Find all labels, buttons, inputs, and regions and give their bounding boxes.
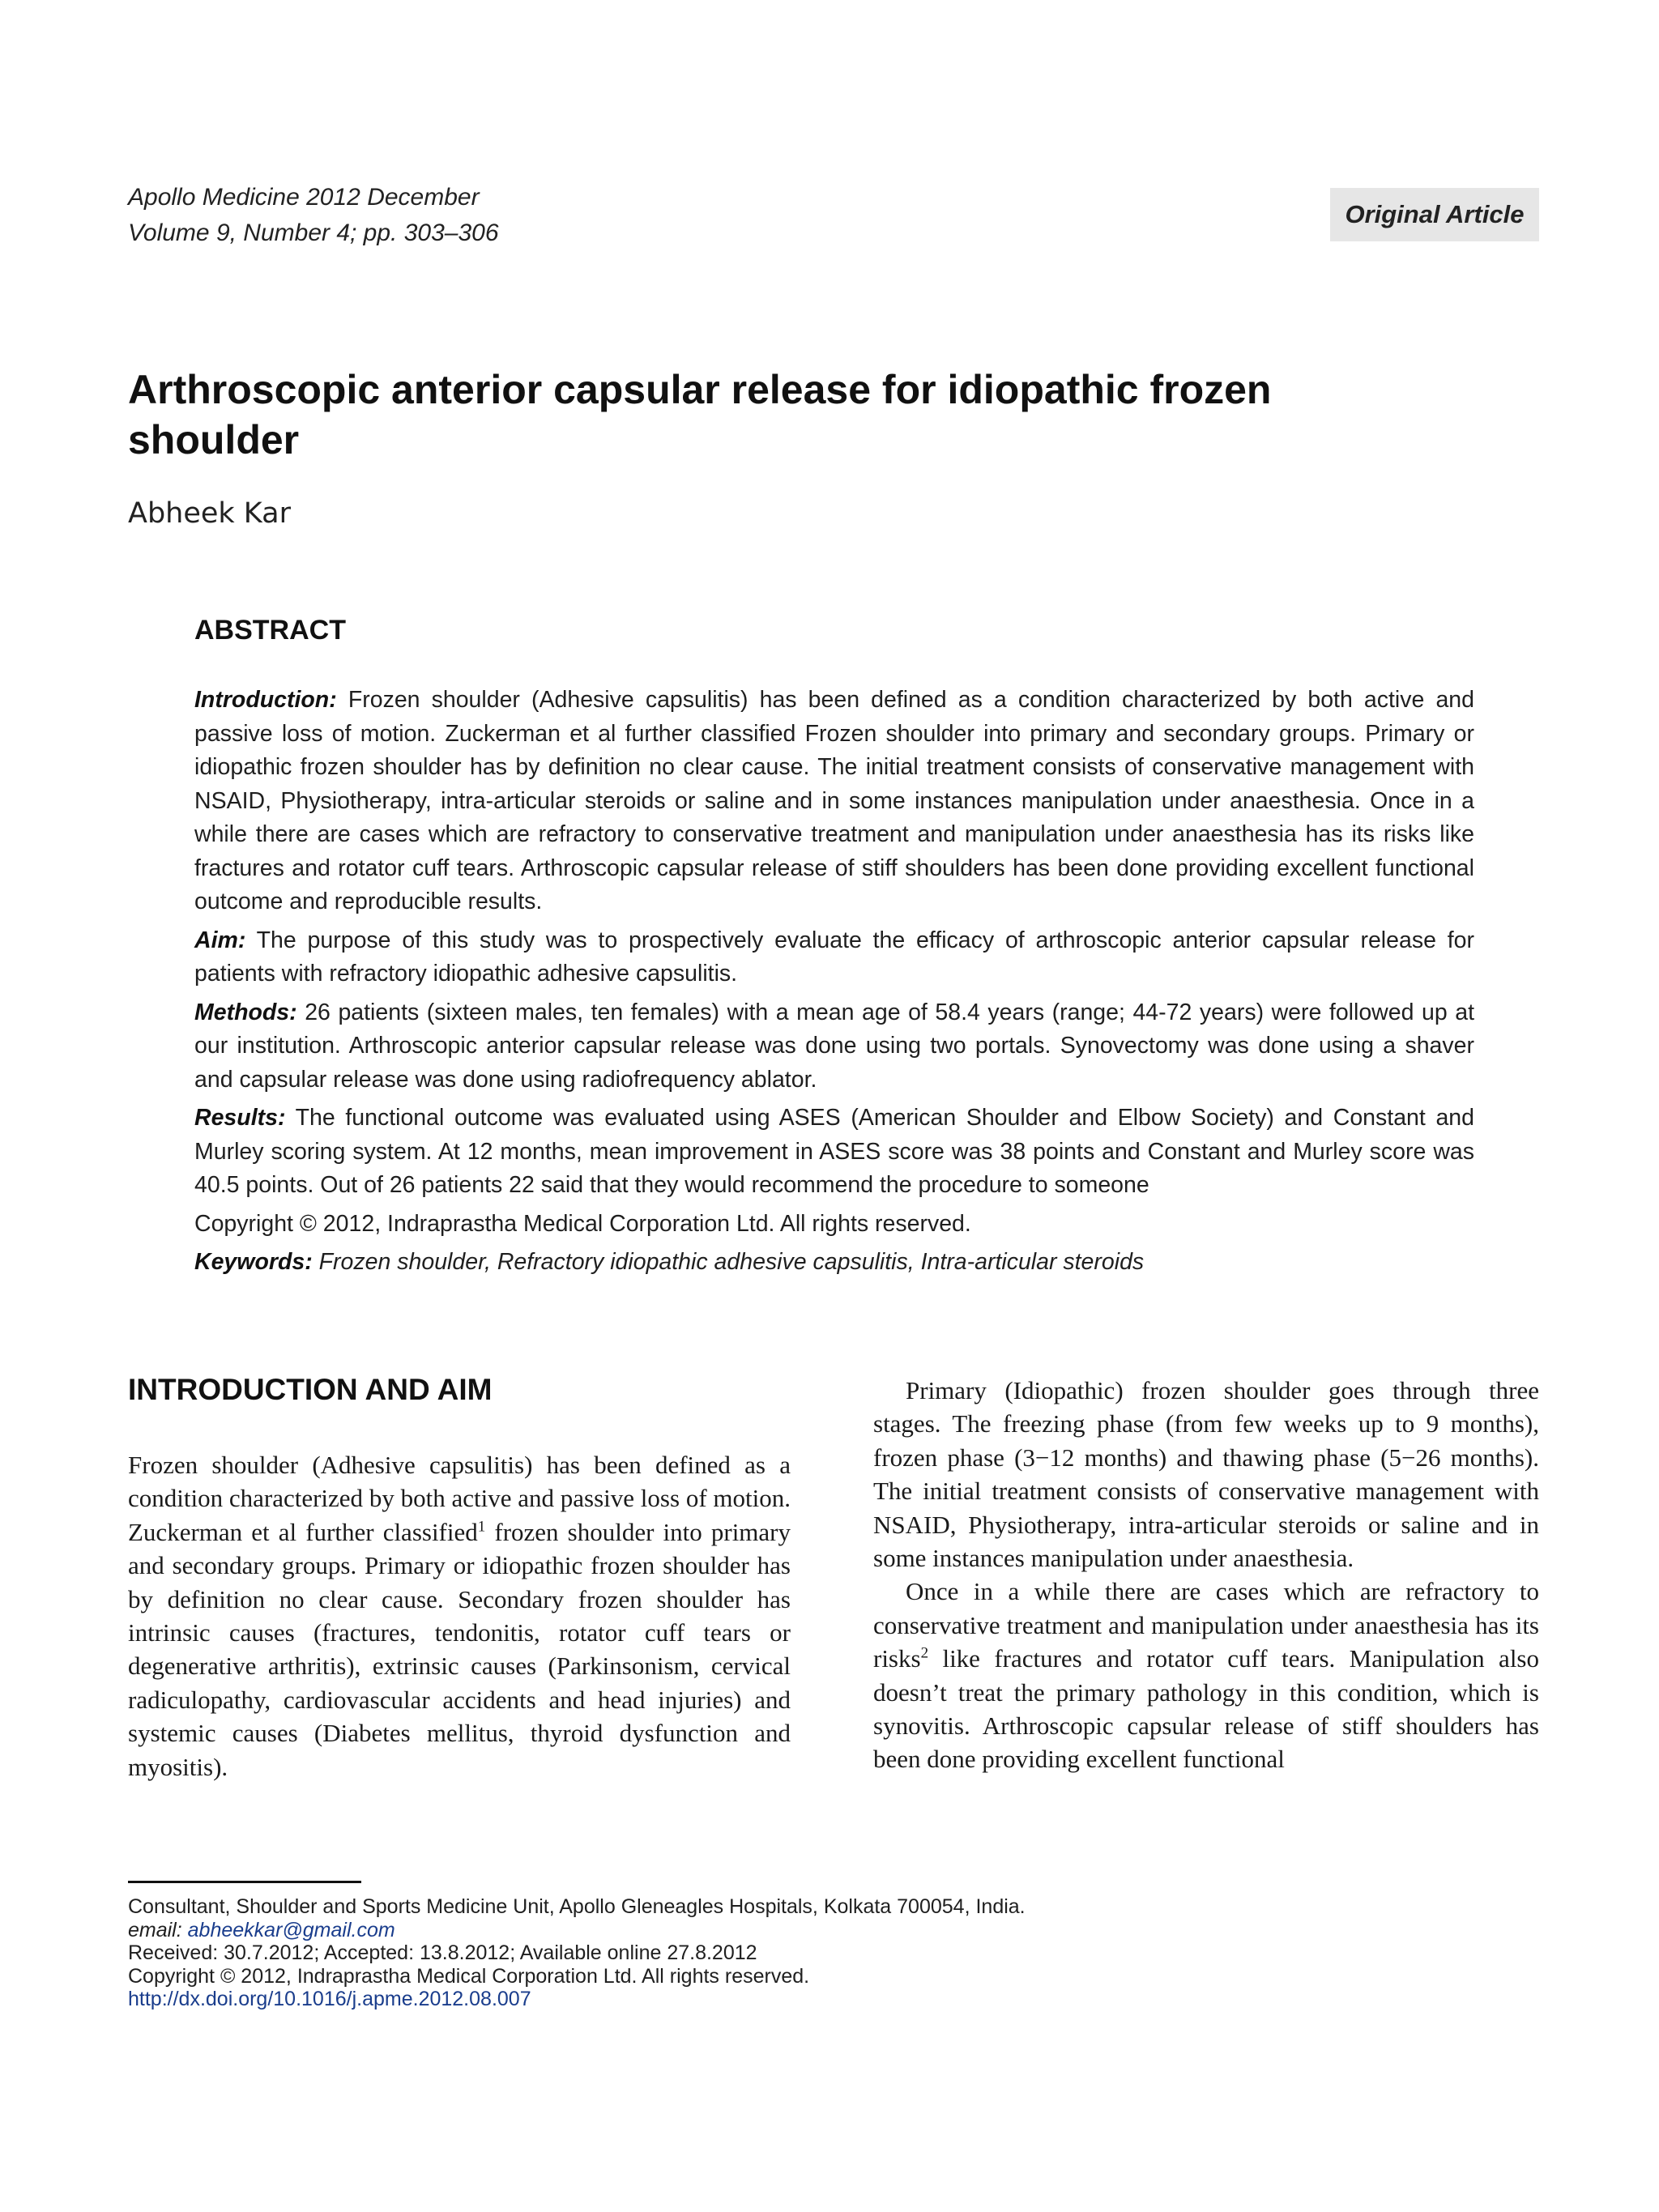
article-title: Arthroscopic anterior capsular release for idiopathic frozen shoulder	[128, 367, 1272, 462]
keywords-text: Frozen shoulder, Refractory idiopathic adhesive capsulitis, Intra-articular steroids	[318, 1249, 1145, 1275]
results-label: Results:	[194, 1105, 286, 1131]
abstract-keywords	[194, 1246, 1474, 1280]
reference-superscript: 1	[477, 1518, 486, 1536]
abstract-methods	[194, 996, 1474, 1097]
paragraph-text: Frozen shoulder (Adhesive capsulitis) has been defined as a condition characterized by both active and passive loss of motion. Zuckerman et al further classified	[128, 1451, 791, 1546]
doi-link[interactable]: http://dx.doi.org/10.1016/j.apme.2012.08.007	[128, 1988, 531, 2010]
footnote-copyright: Copyright © 2012, Indraprastha Medical Corporation Ltd. All rights reserved.	[128, 1964, 810, 1988]
introduction-text: Frozen shoulder (Adhesive capsulitis) has been defined as a condition characterized by both active and passive loss of motion. Zuckerman et al further classified Frozen shoulder into primary and secondary groups. Primary or idiopathic frozen shoulder has by definition no clear cause. The initial treatment consists of conservative management with NSAID, Physiotherapy, intra-articular steroids or saline and in some instances manipulation under anaesthesia. Once in a while there are cases which are refractory to conservative treatment and manipulation under anaesthesia has its risks like fractures and rotator cuff tears. Arthroscopic capsular release of stiff shoulders has been done providing excellent functional outcome and reproducible results.	[194, 687, 1474, 914]
footnotes	[128, 1895, 1505, 2011]
journal-info	[128, 180, 499, 251]
results-text: The functional outcome was evaluated using ASES (American Shoulder and Elbow Society) and Constant and Murley scoring system. At 12 months, mean improvement in ASES score was 38 points and Constant and Murley score was 40.5 points. Out of 26 patients 22 said that they would recommend the procedure to someone	[194, 1105, 1474, 1198]
abstract-heading: ABSTRACT	[194, 615, 346, 646]
methods-label: Methods:	[194, 999, 297, 1025]
introduction-label: Introduction:	[194, 687, 337, 713]
journal-volume-pages: Volume 9, Number 4; pp. 303–306	[128, 219, 499, 246]
paragraph-text: Once in a while there are cases which are refractory to conservative treatment and manipulation under anaesthesia has its risks	[873, 1577, 1539, 1673]
article-dates: Received: 30.7.2012; Accepted: 13.8.2012; Available online 27.8.2012	[128, 1941, 757, 1964]
abstract-aim	[194, 924, 1474, 991]
paragraph-text: like fractures and rotator cuff tears. Manipulation also doesn’t treat the primary pathology in this condition, which is synovitis. Arthroscopic capsular release of stiff shoulders has been done providing excellent functional	[873, 1644, 1539, 1774]
author-email-line	[128, 1919, 1505, 1942]
email-link[interactable]: abheekkar@gmail.com	[187, 1918, 395, 1941]
email-label: email:	[128, 1918, 182, 1941]
abstract-introduction	[194, 684, 1474, 919]
paragraph-text: frozen shoulder into primary and secondary groups. Primary or idiopathic frozen shoulder has by definition no clear cause. Secondary frozen shoulder has intrinsic causes (fractures, tendonitis, rotator cuff tears or degenerative arthritis), extrinsic causes (Parkinsonism, cervical radiculopathy, cardiovascular accidents and head injuries) and systemic causes (Diabetes mellitus, thyroid dysfunction and myositis).	[128, 1517, 791, 1781]
footnote-divider	[128, 1881, 361, 1883]
body-right-column	[873, 1374, 1539, 1776]
body-left-column	[128, 1372, 791, 1784]
aim-label: Aim:	[194, 927, 246, 953]
author-affiliation: Consultant, Shoulder and Sports Medicine Unit, Apollo Gleneagles Hospitals, Kolkata 700054, India.	[128, 1895, 1026, 1918]
abstract-section	[194, 612, 1474, 1285]
body-paragraph	[128, 1448, 791, 1784]
abstract-results	[194, 1102, 1474, 1203]
section-heading-introduction: INTRODUCTION AND AIM	[128, 1373, 493, 1406]
aim-text: The purpose of this study was to prospectively evaluate the efficacy of arthroscopic anterior capsular release for patients with refractory idiopathic adhesive capsulitis.	[194, 927, 1474, 987]
keywords-label: Keywords:	[194, 1249, 313, 1275]
article-type-badge: Original Article	[1330, 188, 1539, 241]
body-paragraph	[873, 1575, 1539, 1775]
reference-superscript: 2	[920, 1644, 929, 1662]
methods-text: 26 patients (sixteen males, ten females) with a mean age of 58.4 years (range; 44-72 years) were followed up at our institution. Arthroscopic anterior capsular release was done using two portals. Synovectomy was done using a shaver and capsular release was done using radiofrequency ablator.	[194, 999, 1475, 1093]
abstract-copyright: Copyright © 2012, Indraprastha Medical Corporation Ltd. All rights reserved.	[194, 1210, 971, 1237]
author-name: Abheek Kar	[128, 497, 291, 530]
body-paragraph: Primary (Idiopathic) frozen shoulder goes through three stages. The freezing phase (from few weeks up to 9 months), frozen phase (3−12 months) and thawing phase (5−26 months). The initial treatment consists of conservative management with NSAID, Physiotherapy, intra-articular steroids or saline and in some instances manipulation under anaesthesia.	[873, 1376, 1539, 1573]
journal-name-date: Apollo Medicine 2012 December	[128, 184, 480, 211]
